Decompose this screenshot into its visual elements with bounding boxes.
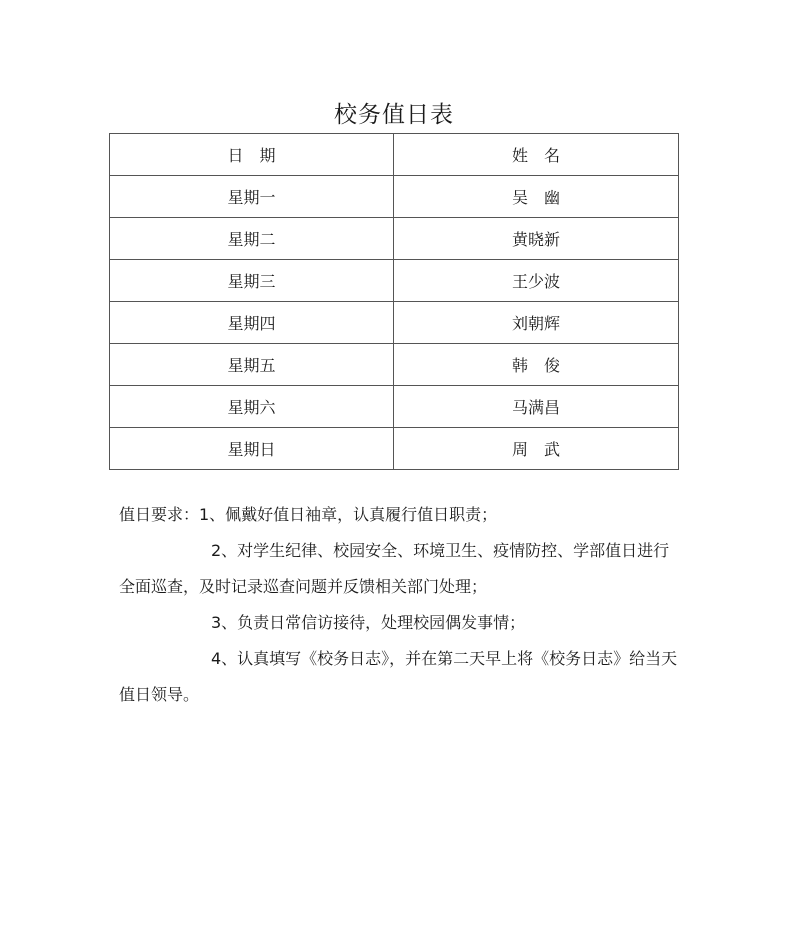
column-header-name: 姓 名 [394,134,679,176]
name-cell: 周 武 [394,428,679,470]
day-cell: 星期六 [110,386,394,428]
table-row [110,302,679,344]
day-cell: 星期五 [110,344,394,386]
table-row [110,176,679,218]
name-cell: 王少波 [394,260,679,302]
day-cell: 星期一 [110,176,394,218]
requirement-item-1: 值日要求：1、佩戴好值日袖章，认真履行值日职责； [119,505,498,524]
table-row [110,260,679,302]
name-cell: 黄晓新 [394,218,679,260]
table-row [110,428,679,470]
table-row [110,218,679,260]
requirement-item-3: 3、负责日常信访接待，处理校园偶发事情； [211,613,526,632]
duty-requirements [119,497,679,713]
table-row [110,344,679,386]
day-cell: 星期四 [110,302,394,344]
requirement-item-2: 2、对学生纪律、校园安全、环境卫生、疫情防控、学部值日进行全面巡查，及时记录巡查问题并反馈相关部门处理； [119,541,670,596]
name-cell: 马满昌 [394,386,679,428]
name-cell: 韩 俊 [394,344,679,386]
name-cell: 刘朝辉 [394,302,679,344]
day-cell: 星期三 [110,260,394,302]
day-cell: 星期日 [110,428,394,470]
requirement-item-4: 4、认真填写《校务日志》，并在第二天早上将《校务日志》给当天值日领导。 [119,649,678,704]
document-title: 校务值日表 [334,102,454,128]
duty-table [109,133,679,470]
table-row [110,386,679,428]
name-cell: 吴 幽 [394,176,679,218]
day-cell: 星期二 [110,218,394,260]
column-header-date: 日 期 [110,134,394,176]
table-header-row [110,134,679,176]
